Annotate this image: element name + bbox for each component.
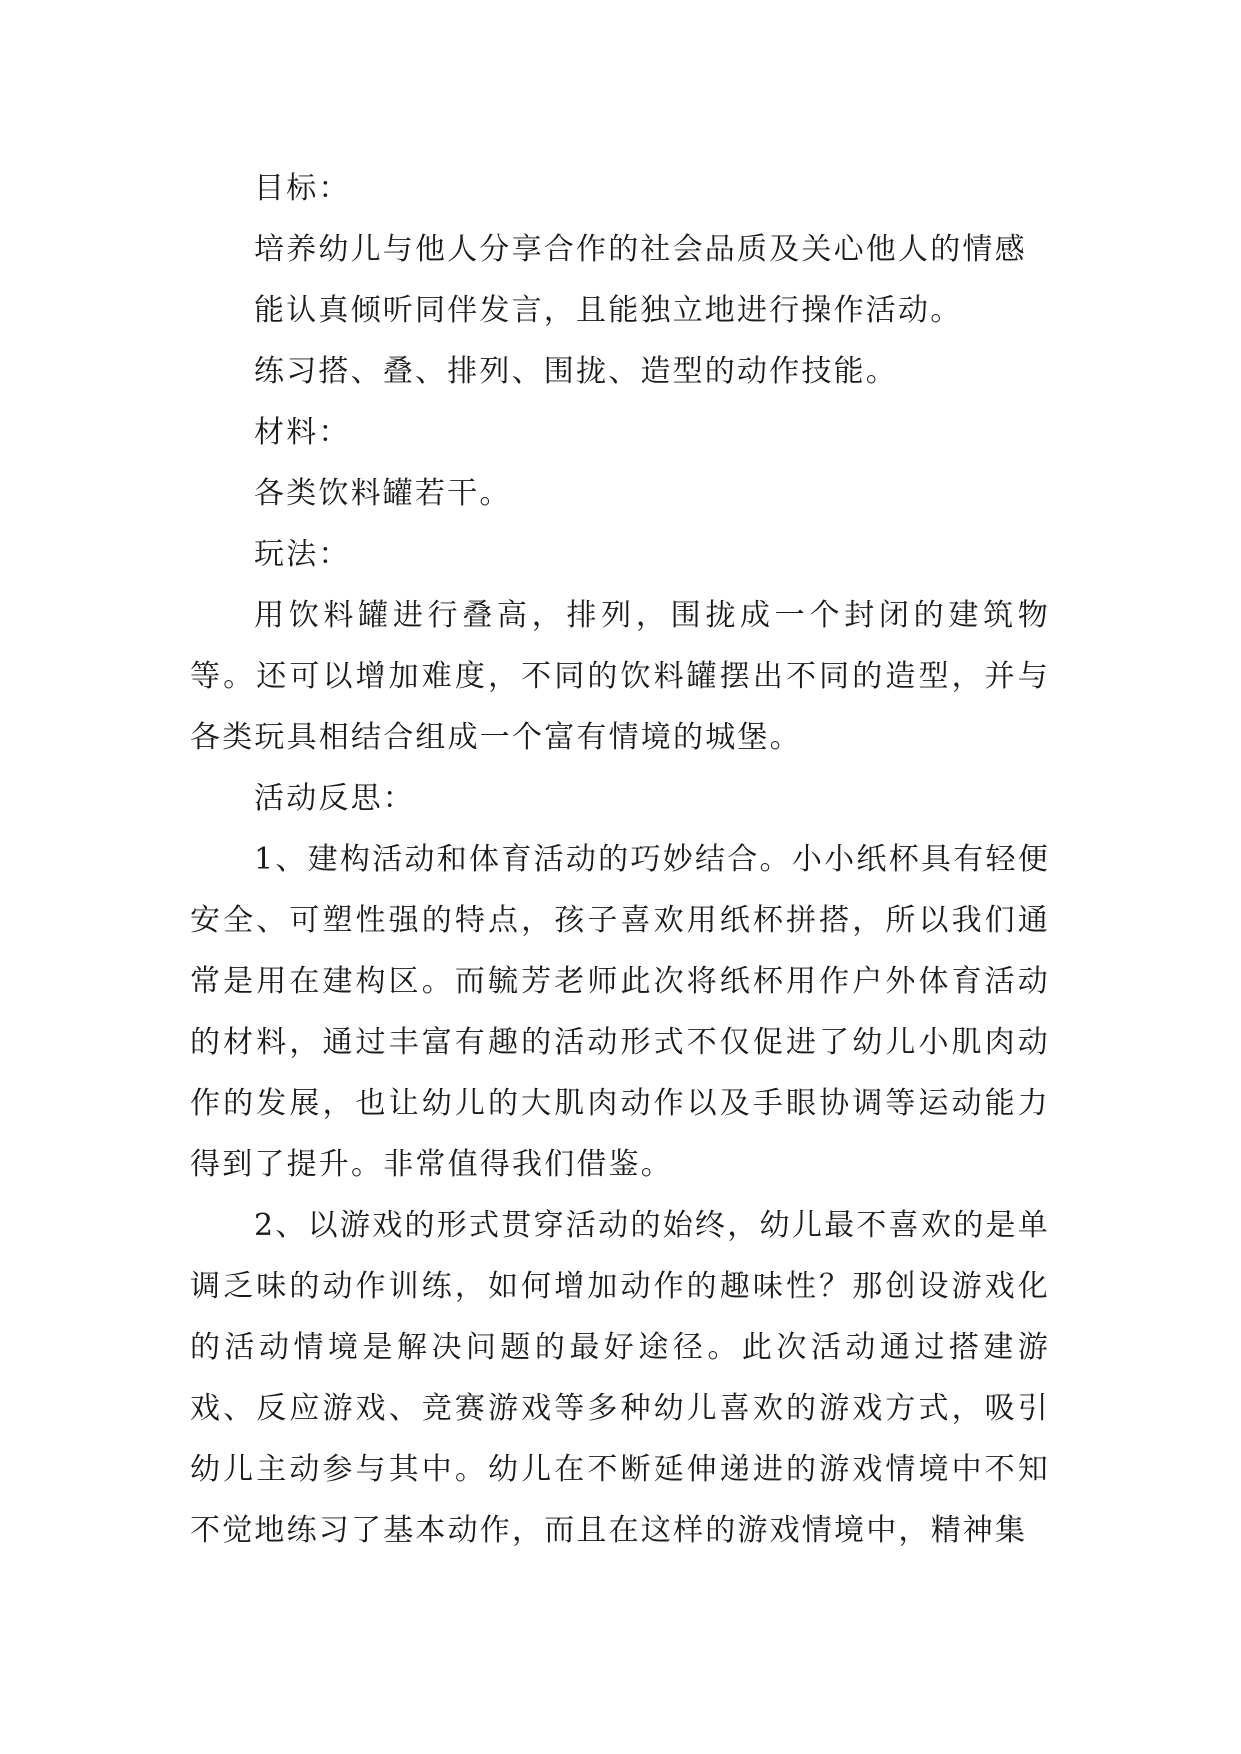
heading-materials: 材料：: [254, 415, 351, 450]
reflection-point: 2、以游戏的形式贯穿活动的始终，幼儿最不喜欢的是单调乏味的动作训练，如何增加动作的趣味性？那创设游戏化的活动情境是解决问题的最好途径。此次活动通过搭建游戏、反应游戏、竞赛游戏等多种幼儿喜欢的游戏方式，吸引幼儿主动参与其中。幼儿在不断延伸递进的游戏情境中不知不觉地练习了基本动作，而且在这样的游戏情境中，精神集: [190, 1208, 1050, 1548]
heading-gameplay: 玩法：: [254, 537, 351, 572]
goal-item: 培养幼儿与他人分享合作的社会品质及关心他人的情感: [254, 232, 1027, 267]
reflection-point: 1、建构活动和体育活动的巧妙结合。小小纸杯具有轻便安全、可塑性强的特点，孩子喜欢用纸杯拼搭，所以我们通常是用在建构区。而毓芳老师此次将纸杯用作户外体育活动的材料，通过丰富有趣的活动形式不仅促进了幼儿小肌肉动作的发展，也让幼儿的大肌肉动作以及手眼协调等运动能力得到了提升。非常值得我们借鉴。: [190, 842, 1050, 1182]
heading-reflection: 活动反思：: [254, 781, 415, 816]
goal-item: 能认真倾听同伴发言，且能独立地进行操作活动。: [254, 293, 963, 328]
gameplay-text: 用饮料罐进行叠高，排列，围拢成一个封闭的建筑物等。还可以增加难度，不同的饮料罐摆出不同的造型，并与各类玩具相结合组成一个富有情境的城堡。: [190, 598, 1050, 755]
document-body: [190, 158, 1050, 1561]
goal-item: 练习搭、叠、排列、围拢、造型的动作技能。: [254, 354, 898, 389]
heading-goals: 目标：: [254, 171, 351, 206]
materials-text: 各类饮料罐若干。: [254, 476, 512, 511]
